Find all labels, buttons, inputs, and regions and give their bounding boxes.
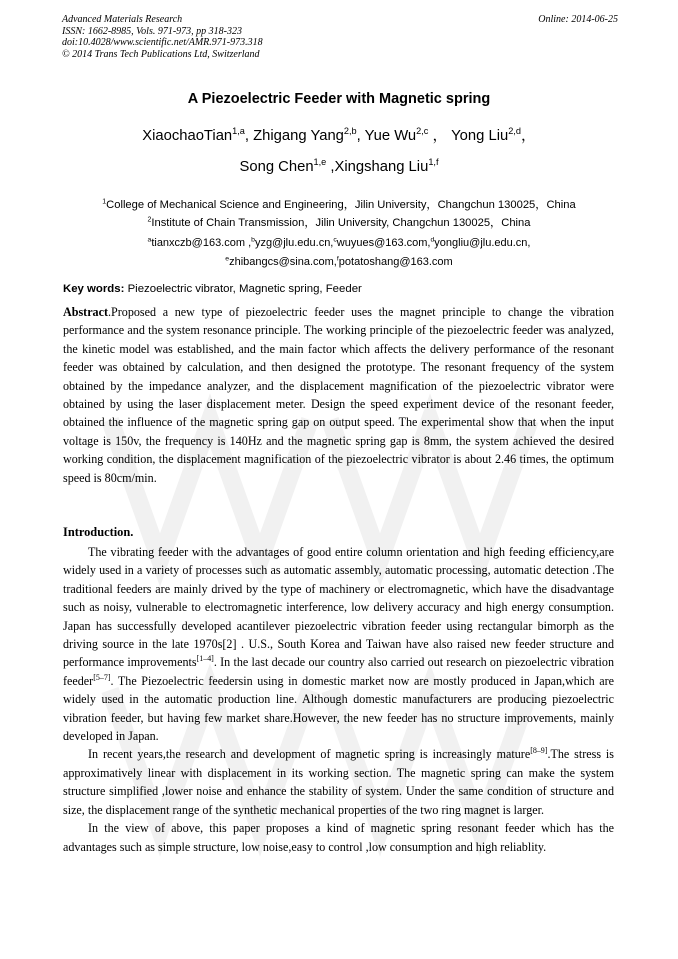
author-name: Song Chen (239, 159, 314, 175)
email-mark: f (336, 255, 339, 263)
citation: [5–7] (93, 672, 111, 682)
copyright-line: © 2014 Trans Tech Publications Ltd, Switzerland (62, 48, 260, 60)
author-separator: ， (428, 128, 452, 144)
author-name: Zhigang Yang (253, 128, 344, 144)
affiliation-mark: 2 (147, 216, 152, 224)
journal-header (62, 14, 618, 60)
keywords (63, 283, 362, 295)
author-separator: , (326, 159, 335, 175)
intro-paragraph-1 (63, 543, 614, 745)
paragraph-text: . The Piezoelectric feedersin using in domestic market now are mostly produced in Japan,which are widely used in the automatic production line. Although domestic manufacturers are producing piezoelectric vibration feeder, but having few market share.However, the new feeder has no structure improvements, mainly developed in Japan. (63, 673, 614, 744)
email-mark: c (333, 236, 337, 244)
paper-title: A Piezoelectric Feeder with Magnetic spring (187, 91, 491, 107)
authors-line-2 (0, 159, 678, 175)
keywords-text: Piezoelectric vibrator, Magnetic spring, Feeder (124, 283, 362, 295)
citation: [8–9] (530, 746, 548, 756)
author-affiliation-mark: 1,a (232, 126, 245, 137)
affiliation-2 (0, 214, 678, 230)
online-date: Online: 2014-06-25 (538, 14, 618, 25)
author-affiliation-mark: 1,e (313, 157, 327, 168)
emails-line-2 (0, 256, 678, 268)
paragraph-text: .The stress is approximatively linear with displacement in its working section. The magnetic spring can make the system structure simplified ,lower noise and enhance the stability of system. Under the same condition of structure and size, the displacement range of the synthetic mechanical properties of the two ring magnet is larger. (63, 747, 614, 817)
email-address: tianxczb@163.com , (151, 237, 252, 249)
intro-paragraph-2 (63, 745, 614, 819)
author-separator: , (244, 128, 254, 144)
author-name: Yong Liu (451, 128, 509, 144)
affiliation-1 (0, 196, 678, 212)
affiliation-text: College of Mechanical Science and Engineering，Jilin University，Changchun 130025，China (106, 199, 576, 211)
author-affiliation-mark: 2,b (343, 126, 357, 137)
author-affiliation-mark: 2,d (508, 126, 521, 137)
introduction-body (63, 543, 614, 856)
paragraph-text: In the view of above, this paper proposes a kind of magnetic spring resonant feeder which has the advantages such as simple structure, low noise,easy to control ,low consumption and high reliablity. (63, 821, 614, 854)
email-mark: d (430, 236, 435, 244)
abstract-label: Abstract (63, 305, 109, 319)
author-affiliation-mark: 2,c (416, 126, 429, 137)
email-address: yongliu@jlu.edu.cn, (434, 237, 531, 249)
paragraph-text: . In the last decade our country also carried out research on piezoelectric vibration feeder (63, 655, 614, 688)
paragraph-text: The vibrating feeder with the advantages of good entire column orientation and high feeding efficiency,are widely used in a variety of processes such as automatic assembly, automatic processing, automatic detection .The traditional feeders are mainly drived by the type of machinery or electromagnetic, which have the disadvantage such as noisy, vulnerable to electromagnetic interference, low delivery accuracy and high energy consumption. Japan has successfully developed acantilever piezoelectric vibration feeder using rectangular bimorph as the driving source in the late 1970s[2] . U.S., South Korea and Taiwan have also raised new feeder structure and performance improvements (63, 545, 614, 670)
issn-line: ISSN: 1662-8985, Vols. 971-973, pp 318-323 (62, 25, 242, 37)
abstract (63, 303, 614, 487)
introduction-heading: Introduction. (63, 525, 134, 539)
affiliation-text: Institute of Chain Transmission，Jilin University, Changchun 130025，China (151, 217, 531, 229)
email-mark: e (225, 255, 230, 263)
email-mark: b (251, 236, 255, 244)
email-address: zhibangcs@sina.com, (229, 256, 337, 268)
author-separator: , (356, 128, 365, 144)
keywords-label: Key words: (63, 283, 125, 295)
intro-paragraph-3 (63, 819, 614, 856)
email-mark: a (147, 236, 152, 244)
paragraph-text: In recent years,the research and development of magnetic spring is increasingly mature (88, 747, 531, 762)
author-affiliation-mark: 1,f (428, 157, 439, 168)
journal-name: Advanced Materials Research (62, 14, 183, 25)
affiliation-mark: 1 (102, 198, 107, 206)
email-address: wuyues@163.com, (336, 237, 431, 249)
author-name: XiaochaoTian (142, 128, 233, 144)
author-name: Xingshang Liu (334, 159, 429, 175)
author-separator: ， (520, 128, 536, 144)
email-address: potatoshang@163.com (338, 256, 453, 268)
abstract-text: .Proposed a new type of piezoelectric feeder uses the magnet principle to change the vibration performance and the system resonance principle. The working principle of the piezoelectric feeder was analyzed, the kinetic model was established, and the main factor which affects the delivery performance of the resonant feeder was obtained by calculation, and then designed the prototype. The resonant frequency of the system obtained by the impedance analyzer, and the displacement magnification of the piezoelectric vibrator were obtained by using the laser displacement meter. Design the speed experiment device of the resonant feeder, obtained the influence of the magnetic spring gap on output speed. The experimental show that when the input voltage is 150v, the frequency is 140Hz and the magnetic spring gap is 8mm, the system achieved the desired working condition, the displacement magnification of the piezoelectric vibrator is about 2.46 times, the optimum speed is 80cm/min. (63, 305, 614, 485)
email-address: yzg@jlu.edu.cn, (254, 237, 334, 249)
authors-line-1 (0, 124, 678, 145)
emails-line-1 (0, 237, 678, 249)
citation: [1–4] (196, 654, 214, 664)
author-name: Yue Wu (364, 128, 417, 144)
doi-line: doi:10.4028/www.scientific.net/AMR.971-973.318 (62, 37, 263, 49)
